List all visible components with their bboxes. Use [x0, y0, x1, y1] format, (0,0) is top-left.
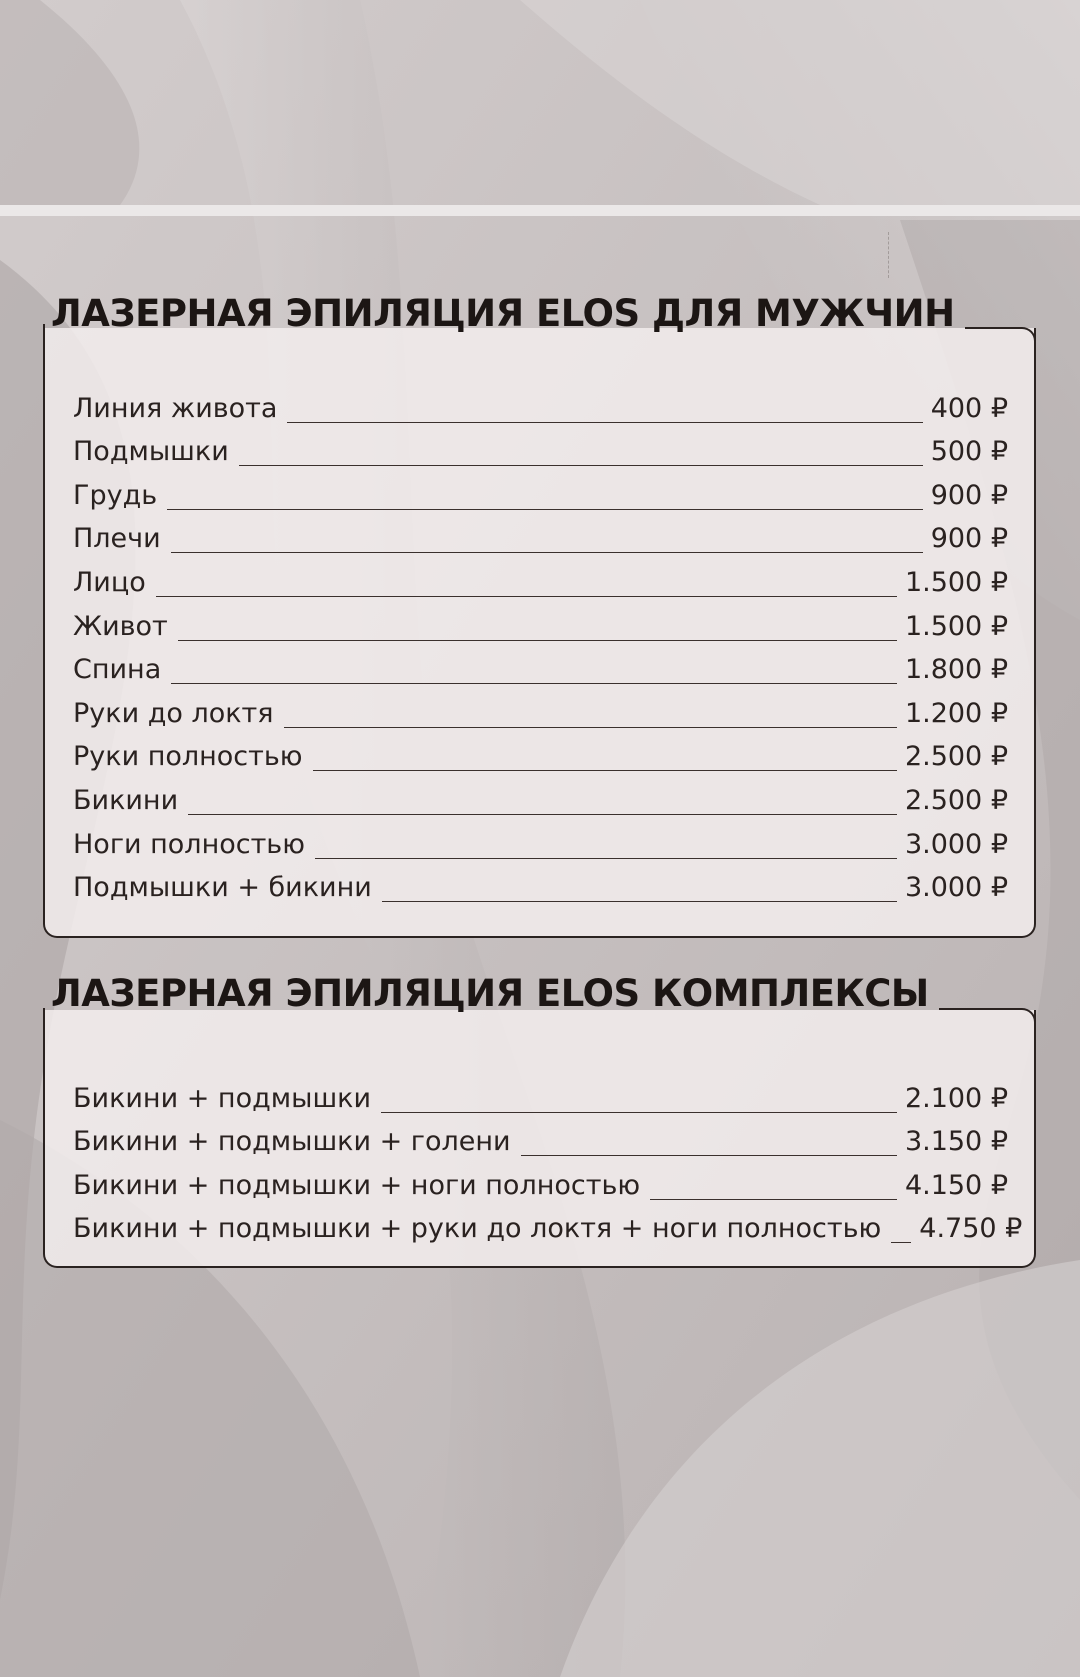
price-row	[73, 1072, 1008, 1116]
leader-line	[382, 900, 897, 902]
frame-rule-right	[965, 327, 1017, 329]
service-price: 3.000 ₽	[904, 872, 1008, 904]
price-row	[73, 687, 1008, 731]
top-divider-band	[0, 205, 1080, 216]
service-price: 4.150 ₽	[904, 1169, 1008, 1201]
service-name: Бикини + подмышки + голени	[73, 1126, 511, 1158]
leader-line	[171, 551, 923, 553]
leader-line	[167, 508, 923, 510]
leader-line	[521, 1154, 897, 1156]
section-header	[43, 290, 1036, 338]
price-row	[73, 426, 1008, 470]
leader-line	[315, 857, 897, 859]
price-row	[73, 600, 1008, 644]
leader-line	[284, 726, 897, 728]
service-name: Бикини + подмышки + ноги полностью	[73, 1169, 641, 1201]
service-price: 2.100 ₽	[904, 1082, 1008, 1114]
price-row	[73, 469, 1008, 513]
service-name: Плечи	[73, 523, 161, 555]
leader-line	[178, 639, 897, 641]
price-row	[73, 382, 1008, 426]
price-row	[73, 1116, 1008, 1160]
price-row	[73, 731, 1008, 775]
service-name: Спина	[73, 654, 162, 686]
service-price: 4.750 ₽	[919, 1213, 1023, 1245]
service-name: Живот	[73, 610, 168, 642]
leader-line	[287, 421, 922, 423]
price-row	[73, 818, 1008, 862]
price-row	[73, 513, 1008, 557]
price-row	[73, 1159, 1008, 1203]
service-price: 1.800 ₽	[904, 654, 1008, 686]
service-name: Лицо	[73, 566, 146, 598]
service-name: Подмышки + бикини	[73, 872, 372, 904]
service-price: 2.500 ₽	[904, 741, 1008, 773]
service-price: 3.150 ₽	[904, 1126, 1008, 1158]
section-title: ЛАЗЕРНАЯ ЭПИЛЯЦИЯ ELOS КОМПЛЕКСЫ	[51, 972, 929, 1015]
price-row	[73, 774, 1008, 818]
decorative-mark	[888, 232, 891, 278]
service-name: Бикини + подмышки	[73, 1082, 372, 1114]
leader-line	[650, 1198, 897, 1200]
service-price: 900 ₽	[930, 479, 1008, 511]
frame-corner-left	[43, 1008, 45, 1028]
service-price: 1.200 ₽	[904, 697, 1008, 729]
service-price: 2.500 ₽	[904, 784, 1008, 816]
leader-line	[156, 595, 897, 597]
leader-line	[891, 1241, 911, 1243]
service-name: Руки полностью	[73, 741, 303, 773]
service-name: Руки до локтя	[73, 697, 274, 729]
service-name: Линия живота	[73, 392, 278, 424]
price-row	[73, 862, 1008, 906]
leader-line	[188, 813, 897, 815]
service-price: 900 ₽	[930, 523, 1008, 555]
price-list	[73, 382, 1008, 905]
service-price: 500 ₽	[930, 436, 1008, 468]
service-name: Ноги полностью	[73, 828, 305, 860]
section-title: ЛАЗЕРНАЯ ЭПИЛЯЦИЯ ELOS ДЛЯ МУЖЧИН	[51, 292, 955, 335]
service-price: 1.500 ₽	[904, 610, 1008, 642]
frame-corner-left	[43, 324, 45, 344]
service-price: 400 ₽	[930, 392, 1008, 424]
service-name: Грудь	[73, 479, 158, 511]
service-name: Бикини + подмышки + руки до локтя + ноги полностью	[73, 1213, 882, 1245]
leader-line	[313, 769, 897, 771]
section-header	[43, 970, 1036, 1018]
leader-line	[381, 1111, 897, 1113]
frame-corner-right	[1016, 327, 1036, 347]
leader-line	[239, 464, 923, 466]
service-name: Бикини	[73, 784, 179, 816]
price-row	[73, 556, 1008, 600]
service-price: 1.500 ₽	[904, 566, 1008, 598]
leader-line	[171, 682, 897, 684]
frame-rule-right	[939, 1008, 1017, 1010]
price-row	[73, 1203, 1023, 1247]
service-price: 3.000 ₽	[904, 828, 1008, 860]
service-name: Подмышки	[73, 436, 229, 468]
price-row	[73, 644, 1008, 688]
price-list	[73, 1072, 1023, 1246]
